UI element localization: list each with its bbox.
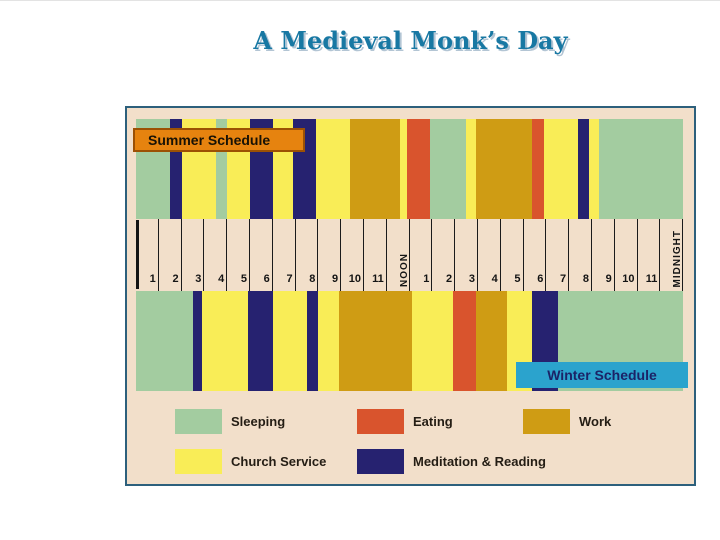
hour-cell [478,219,501,291]
segment-meditation-reading [193,291,202,391]
midnight-label: MIDNIGHT [672,229,684,287]
segment-eating [407,119,430,219]
segment-church-service [318,291,339,391]
hour-tick-label: 1 [423,273,430,285]
hour-tick-label: 7 [560,273,567,285]
hour-cell [273,219,296,291]
hour-cell [501,219,524,291]
segment-church-service [589,119,598,219]
hour-cell [524,219,547,291]
hour-tick-label: 1 [149,273,156,285]
hour-cell [204,219,227,291]
hour-tick-label: 5 [240,273,247,285]
hour-tick-label: 8 [309,273,316,285]
segment-work [476,291,508,391]
hour-tick-label: 10 [348,273,361,285]
hour-tick-label: 9 [605,273,612,285]
hour-axis [136,219,683,291]
hour-cell [455,219,478,291]
segment-church-service [202,291,248,391]
legend-item-sleeping [175,409,285,434]
work-swatch [523,409,570,434]
segment-work [476,119,533,219]
summer-schedule-label-text: Summer Schedule [148,132,271,148]
hour-cell [318,219,341,291]
legend-label-church-service: Church Service [231,454,327,469]
hour-cell [182,219,205,291]
hour-cell [410,219,433,291]
segment-work [350,119,400,219]
hour-cell [136,219,159,291]
sleeping-swatch [175,409,222,434]
page-title: A Medieval Monk’s Day [253,26,568,55]
winter-schedule-label [516,362,688,388]
hour-cell [227,219,250,291]
noon-label: NOON [398,253,410,287]
segment-work [339,291,412,391]
hour-cell [387,219,410,291]
hour-tick-label: 11 [645,273,658,285]
segment-meditation-reading [248,291,273,391]
hour-cell [592,219,615,291]
hour-tick-label: 6 [263,273,270,285]
winter-schedule-label-text: Winter Schedule [547,367,657,383]
segment-sleeping [599,119,683,219]
hour-tick-label: 4 [491,273,498,285]
summer-schedule-label [133,128,305,152]
segment-church-service [400,119,407,219]
hour-cell [660,219,683,291]
church-service-swatch [175,449,222,474]
hour-cell [569,219,592,291]
segment-church-service [273,291,307,391]
legend-label-work: Work [579,414,612,429]
legend-item-work [523,409,611,434]
hour-tick-label: 7 [286,273,293,285]
hour-tick-label: 3 [468,273,475,285]
hour-tick-label: 5 [514,273,521,285]
segment-church-service [412,291,453,391]
hour-cell [638,219,661,291]
legend-item-meditation-reading [357,449,546,474]
legend-label-sleeping: Sleeping [231,414,286,429]
segment-church-service [316,119,350,219]
hour-cell [341,219,364,291]
eating-swatch [357,409,404,434]
chart-frame [125,106,696,486]
meditation-reading-swatch [357,449,404,474]
legend-item-church-service [175,449,326,474]
hour-tick-label: 6 [537,273,544,285]
segment-church-service [466,119,475,219]
segment-eating [453,291,476,391]
segment-sleeping [430,119,466,219]
hour-cell [159,219,182,291]
segment-meditation-reading [578,119,589,219]
hour-cell [364,219,387,291]
segment-meditation-reading [307,291,318,391]
legend-item-eating [357,409,453,434]
hour-tick-label: 2 [172,273,179,285]
legend-label-eating: Eating [413,414,453,429]
legend-label-meditation-reading: Meditation & Reading [413,454,546,469]
hour-tick-label: 9 [332,273,339,285]
hour-tick-label: 2 [446,273,453,285]
hour-tick-label: 3 [195,273,202,285]
segment-church-service [544,119,578,219]
hour-cell [546,219,569,291]
hour-cell [250,219,273,291]
segment-eating [532,119,543,219]
hour-cell [432,219,455,291]
hour-tick-label: 4 [218,273,225,285]
hour-tick-label: 8 [582,273,589,285]
hour-tick-label: 10 [622,273,635,285]
hour-cell [615,219,638,291]
hour-cell [296,219,319,291]
hour-tick-label: 11 [372,273,384,285]
segment-sleeping [136,291,193,391]
